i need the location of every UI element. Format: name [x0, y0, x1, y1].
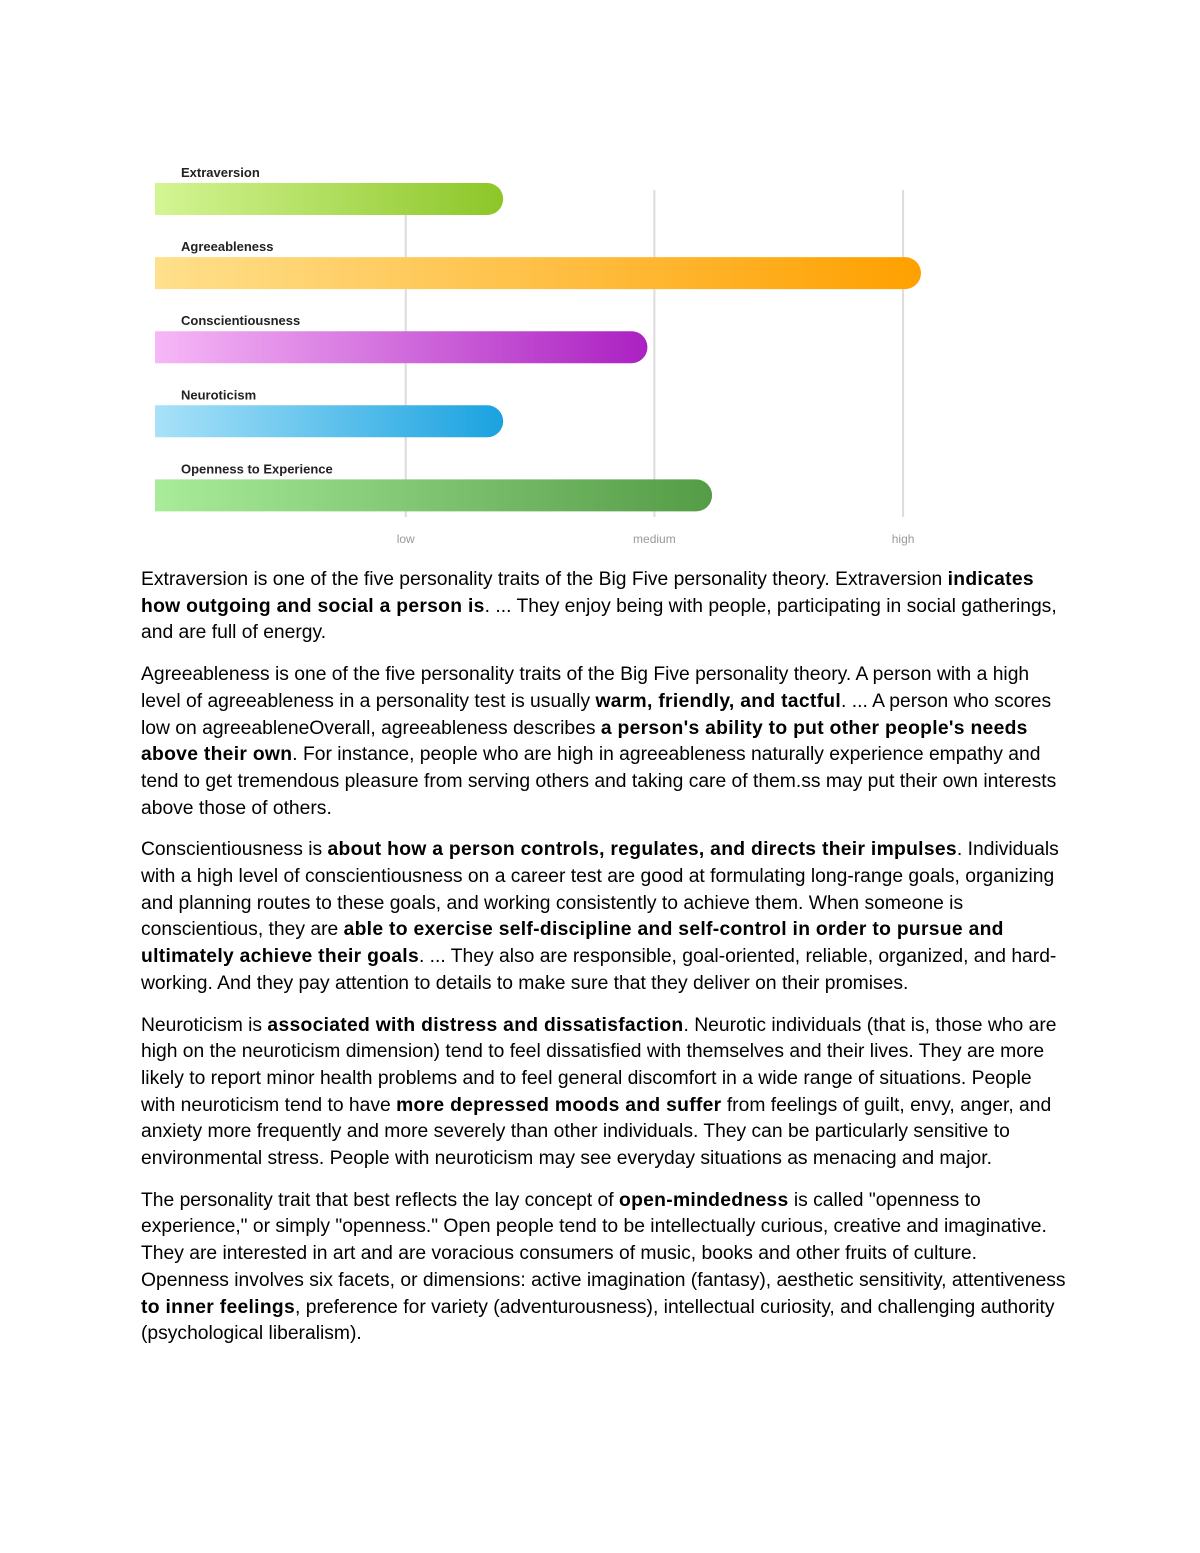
label-extraversion: Extraversion — [181, 165, 260, 180]
personality-trait-chart — [150, 155, 930, 555]
bar-extraversion — [155, 183, 503, 215]
tick-label-medium: medium — [633, 532, 676, 546]
conscientiousness-paragraph: Conscientiousness is about how a person controls, regulates, and directs their impulses. Individuals with a high level of conscientiousness on a career test are good at formulating long-range goals, organizing and planning routes to these goals, and working consistently to achieve them. When someone is conscientious, they are able to exercise self-discipline and self-control in order to pursue and ultimately achieve their goals. ... They also are responsible, goal-oriented, reliable, organized, and hard-working. And they pay attention to details to make sure that they deliver on their promises. — [141, 839, 1059, 994]
openness-paragraph: The personality trait that best reflects the lay concept of open-mindedness is called "openness to experience," or simply "openness." Open people tend to be intellectually curious, creative and imaginative. They are interested in art and are voracious consumers of music, books and other fruits of culture. Openness involves six facets, or dimensions: active imagination (fantasy), aesthetic sensitivity, attentiveness to inner feelings, preference for variety (adventurousness), intellectual curiosity, and challenging authority (psychological liberalism). — [141, 1189, 1066, 1345]
extraversion-paragraph: Extraversion is one of the five personality traits of the Big Five personality theory. Extraversion indicates how outgoing and social a person is. ... They enjoy being with people, participating in social gatherings, and are full of energy. — [141, 569, 1057, 644]
agreeableness-paragraph: Agreeableness is one of the five personality traits of the Big Five personality theory. A person with a high level of agreeableness in a personality test is usually warm, friendly, and tactful. ... A person who scores low on agreeableneOverall, agreeableness describes a person's ability to put other people's needs above their own. For instance, people who are high in agreeableness naturally experience empathy and tend to get tremendous pleasure from serving others and taking care of them.ss may put their own interests above those of others. — [141, 664, 1057, 819]
neuroticism-paragraph: Neuroticism is associated with distress and dissatisfaction. Neurotic individuals (that is, those who are high on the neuroticism dimension) tend to feel dissatisfied with themselves and their lives. They are more likely to report minor health problems and to feel general discomfort in a wide range of situations. People with neuroticism tend to have more depressed moods and suffer from feelings of guilt, envy, anger, and anxiety more frequently and more severely than other individuals. They can be particularly sensitive to environmental stress. People with neuroticism may see everyday situations as menacing and major. — [141, 1014, 1057, 1170]
document-body — [141, 567, 1066, 1363]
tick-label-high: high — [891, 532, 915, 546]
label-neuroticism: Neuroticism — [181, 387, 257, 403]
bar-neuroticism — [155, 405, 503, 437]
label-agreeableness: Agreeableness — [181, 239, 274, 255]
label-conscientiousness: Conscientiousness — [181, 313, 301, 329]
bar-agreeableness — [155, 257, 921, 289]
label-openness-to-experience: Openness to Experience — [181, 461, 333, 477]
bar-conscientiousness — [155, 331, 647, 363]
bar-openness-to-experience — [155, 479, 712, 511]
tick-label-low: low — [396, 532, 415, 546]
